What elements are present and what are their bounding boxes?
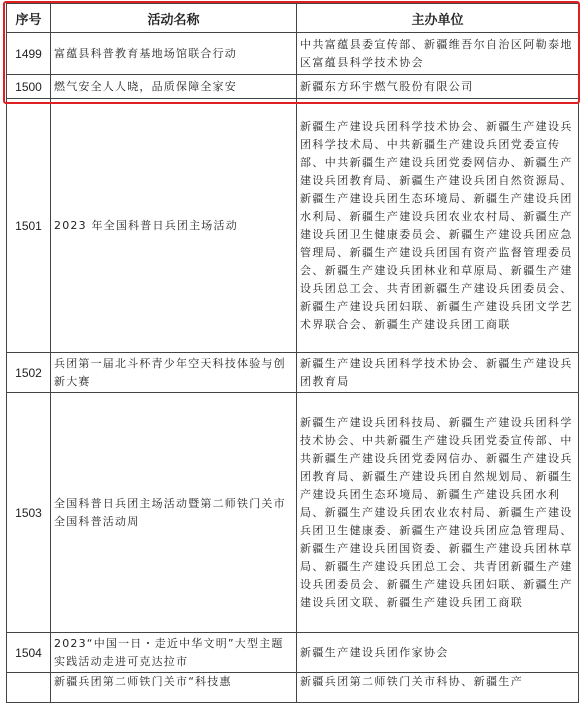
activity-name: 2023“中国一日・走近中华文明”大型主题实践活动走进可克达拉市 [51,633,297,673]
organizer: 新疆兵团第二师铁门关市科协、新疆生产 [297,673,579,703]
row-number: 1502 [7,353,51,393]
activity-name: 富蕴县科普教育基地场馆联合行动 [51,33,297,75]
table-row [7,393,579,633]
activity-name: 2023 年全国科普日兵团主场活动 [51,99,297,353]
header-activity-name: 活动名称 [51,4,297,33]
organizer: 中共富蕴县委宣传部、新疆维吾尔自治区阿勒泰地区富蕴县科学技术协会 [297,33,579,75]
row-number: 1500 [7,75,51,99]
table-row [7,99,579,353]
header-organizer: 主办单位 [297,4,579,33]
table-row [7,353,579,393]
table-row [7,633,579,673]
row-number: 1501 [7,99,51,353]
table-row-partial [7,673,579,703]
activity-name: 燃气安全人人晓，品质保障全家安 [51,75,297,99]
activity-name: 全国科普日兵团主场活动暨第二师铁门关市全国科普活动周 [51,393,297,633]
header-no: 序号 [7,4,51,33]
activity-table [6,3,579,703]
organizer: 新疆生产建设兵团科技局、新疆生产建设兵团科学技术协会、中共新疆生产建设兵团党委宣传部、中共新疆生产建设兵团党委网信办、新疆生产建设兵团教育局、新疆生产建设兵团自然规划局、新疆生产建设兵团生态环境局、新疆生产建设兵团水利局、新疆生产建设兵团农业农村局、新疆生产建设兵团卫生健康委、新疆生产建设兵团应急管理局、新疆生产建设兵团国资委、新疆生产建设兵团林草局、新疆生产建设兵团总工会、共青团新疆生产建设兵团委员会、新疆生产建设兵团妇联、新疆生产建设兵团文联、新疆生产建设兵团工商联 [297,393,579,633]
activity-name: 兵团第一届北斗杯青少年空天科技体验与创新大赛 [51,353,297,393]
row-number: 1499 [7,33,51,75]
table-header-row [7,4,579,33]
organizer: 新疆生产建设兵团科学技术协会、新疆生产建设兵团科学技术局、中共新疆生产建设兵团党委宣传部、中共新疆生产建设兵团党委网信办、新疆生产建设兵团教育局、新疆生产建设兵团自然资源局、新疆生产建设兵团生态环境局、新疆生产建设兵团水利局、新疆生产建设兵团农业农村局、新疆生产建设兵团卫生健康委员会、新疆生产建设兵团应急管理局、新疆生产建设兵团国有资产监督管理委员会、新疆生产建设兵团林业和草原局、新疆生产建设兵团总工会、共青团新疆生产建设兵团委员会、新疆生产建设兵团妇联、新疆生产建设兵团文学艺术界联合会、新疆生产建设兵团工商联 [297,99,579,353]
row-number: 1503 [7,393,51,633]
organizer: 新疆东方环宇燃气股份有限公司 [297,75,579,99]
table-row [7,33,579,75]
table-row [7,75,579,99]
row-number: 1504 [7,633,51,673]
activity-name: 新疆兵团第二师铁门关市“科技惠 [51,673,297,703]
organizer: 新疆生产建设兵团作家协会 [297,633,579,673]
organizer: 新疆生产建设兵团科学技术协会、新疆生产建设兵团教育局 [297,353,579,393]
